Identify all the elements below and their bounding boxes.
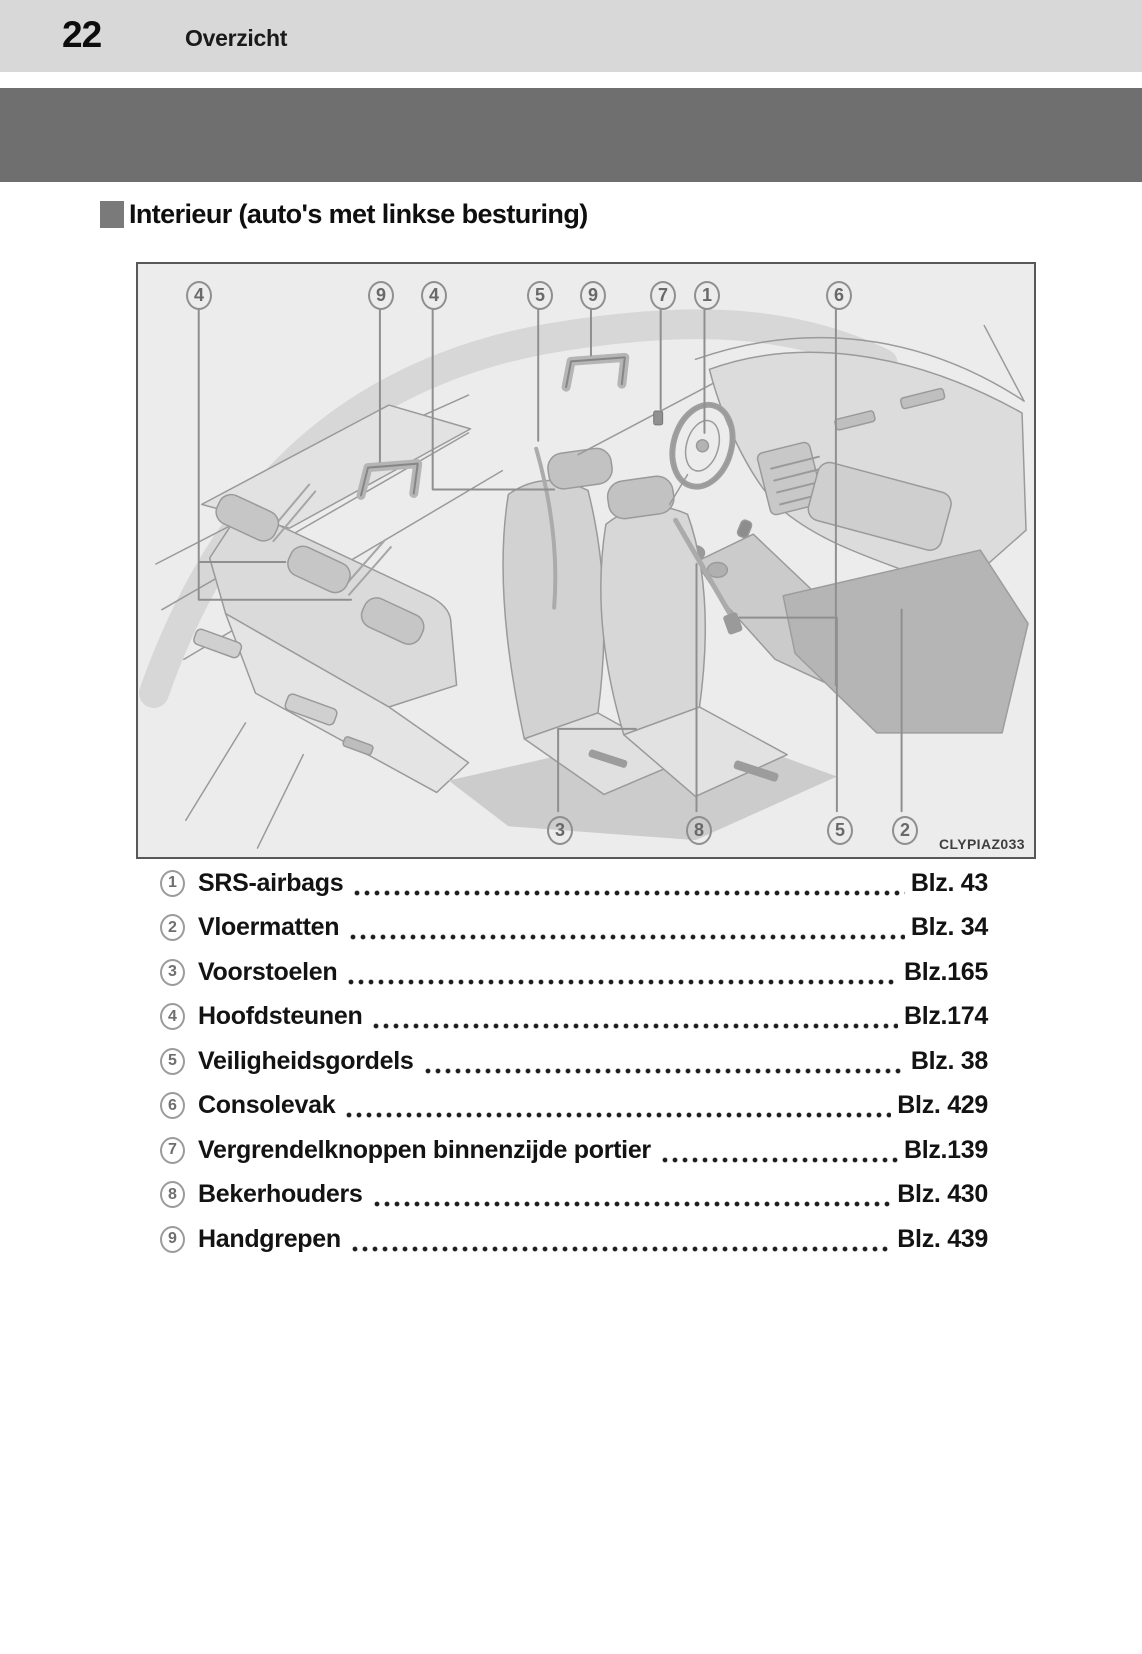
- callout-bottom-3: 5: [827, 816, 853, 845]
- legend-list: [160, 861, 988, 1262]
- chapter-banner: [0, 88, 1142, 182]
- legend-row: [160, 1039, 988, 1084]
- callout-top-7: 1: [694, 281, 720, 310]
- legend-page-ref: Blz.165: [903, 957, 988, 986]
- dot-leader: [344, 1084, 891, 1129]
- subsection-heading-text: Interieur (auto's met linkse besturing): [129, 199, 588, 229]
- dot-leader: [348, 906, 905, 951]
- callout-top-2: 9: [368, 281, 394, 310]
- legend-number-badge: 2: [160, 914, 185, 941]
- callout-bottom-4: 2: [892, 816, 918, 845]
- subsection-heading: [100, 199, 588, 230]
- legend-row: [160, 1084, 988, 1129]
- legend-row: [160, 906, 988, 951]
- dot-leader: [423, 1039, 905, 1084]
- legend-row: [160, 861, 988, 906]
- legend-page-ref: Blz. 34: [910, 913, 988, 942]
- dot-leader: [372, 1173, 892, 1218]
- legend-label: Vloermatten: [198, 913, 340, 942]
- legend-number-badge: 8: [160, 1181, 185, 1208]
- legend-number-badge: 3: [160, 959, 185, 986]
- legend-page-ref: Blz. 38: [910, 1046, 988, 1075]
- callout-bottom-2: 8: [686, 816, 712, 845]
- legend-number-badge: 1: [160, 870, 185, 897]
- callout-top-3: 4: [421, 281, 447, 310]
- legend-row: [160, 995, 988, 1040]
- legend-number-badge: 6: [160, 1092, 185, 1119]
- legend-page-ref: Blz. 43: [910, 868, 988, 897]
- page-header: [0, 0, 1142, 72]
- legend-page-ref: Blz. 429: [897, 1091, 988, 1120]
- dot-leader: [371, 995, 897, 1040]
- legend-label: SRS-airbags: [198, 868, 344, 897]
- legend-page-ref: Blz.174: [903, 1002, 988, 1031]
- car-interior-illustration: [138, 264, 1034, 857]
- callout-top-5: 9: [580, 281, 606, 310]
- legend-label: Hoofdsteunen: [198, 1002, 363, 1031]
- legend-number-badge: 7: [160, 1137, 185, 1164]
- legend-page-ref: Blz. 439: [897, 1224, 988, 1253]
- legend-number-badge: 4: [160, 1003, 185, 1030]
- legend-label: Voorstoelen: [198, 957, 338, 986]
- legend-label: Vergrendelknoppen binnenzijde portier: [198, 1135, 651, 1164]
- callout-top-4: 5: [527, 281, 553, 310]
- callout-top-8: 6: [826, 281, 852, 310]
- legend-label: Consolevak: [198, 1091, 336, 1120]
- legend-label: Veiligheidsgordels: [198, 1046, 414, 1075]
- dot-leader: [346, 950, 898, 995]
- page-number: 22: [62, 14, 102, 55]
- figure-code: CLYPIAZ033: [939, 836, 1025, 852]
- legend-number-badge: 5: [160, 1048, 185, 1075]
- legend-row: [160, 1173, 988, 1218]
- legend-number-badge: 9: [160, 1226, 185, 1253]
- dot-leader: [350, 1217, 891, 1262]
- legend-row: [160, 1128, 988, 1173]
- square-bullet-icon: [100, 201, 124, 228]
- legend-label: Handgrepen: [198, 1224, 341, 1253]
- legend-page-ref: Blz. 430: [897, 1180, 988, 1209]
- callout-top-1: 4: [186, 281, 212, 310]
- legend-page-ref: Blz.139: [903, 1135, 988, 1164]
- dot-leader: [352, 861, 905, 906]
- legend-row: [160, 950, 988, 995]
- interior-diagram-figure: [136, 262, 1036, 859]
- callout-bottom-1: 3: [547, 816, 573, 845]
- legend-row: [160, 1217, 988, 1262]
- section-title: Overzicht: [185, 25, 288, 51]
- callout-top-6: 7: [650, 281, 676, 310]
- legend-label: Bekerhouders: [198, 1180, 363, 1209]
- dot-leader: [660, 1128, 898, 1173]
